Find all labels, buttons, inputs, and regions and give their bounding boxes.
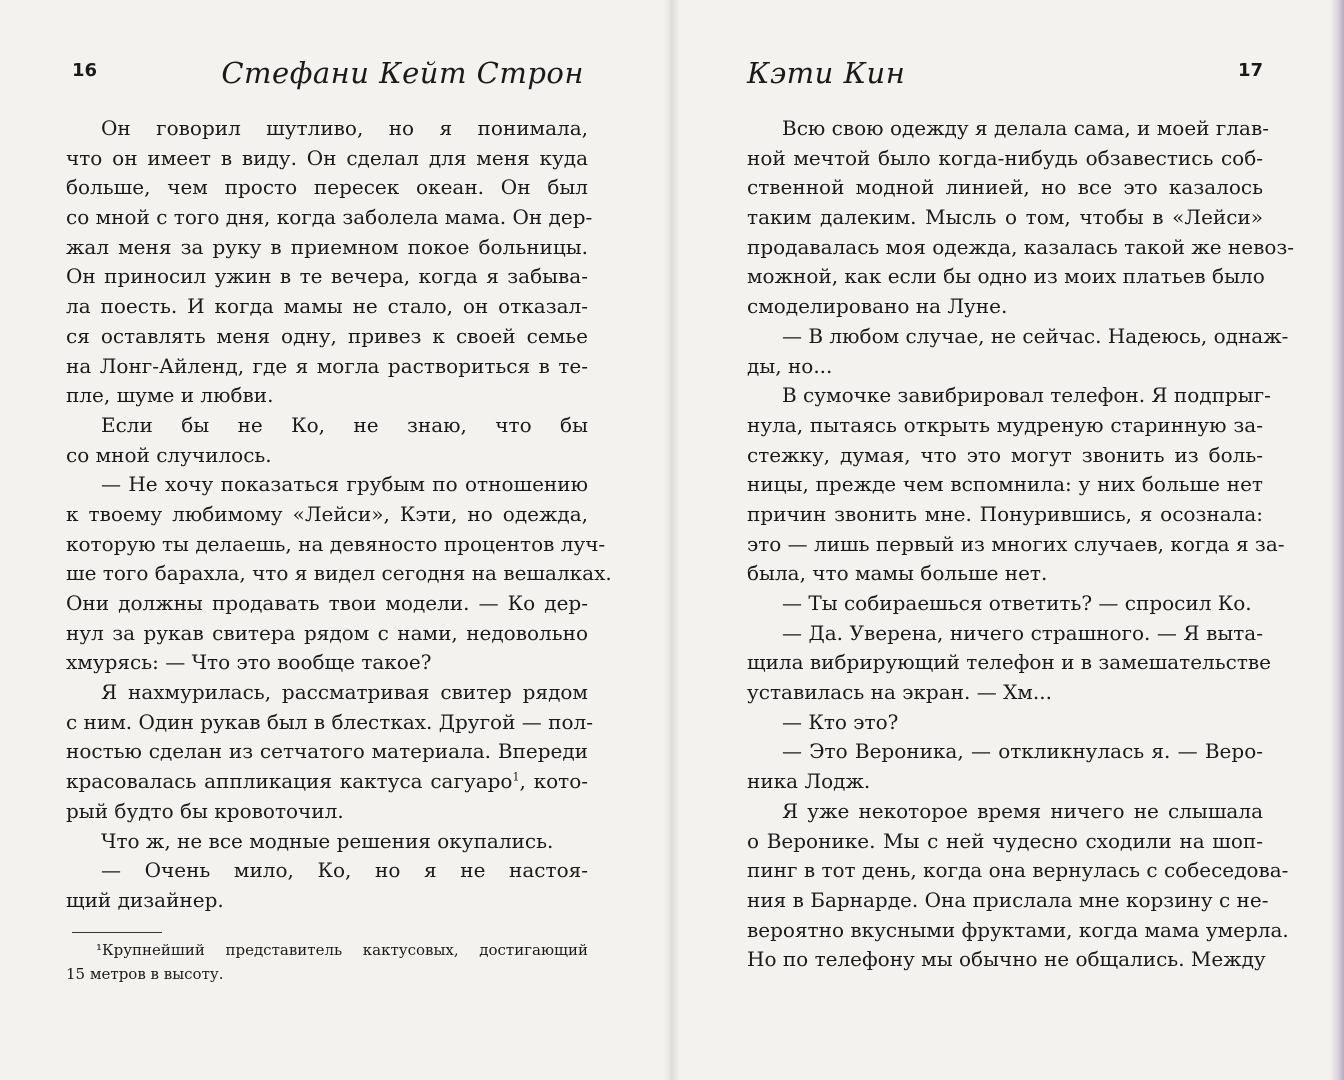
text-line: — Это Вероника, — откликнулась я. — Веро- xyxy=(782,739,1263,764)
text-line: нул за рукав свитера рядом с нами, недовольно xyxy=(66,620,588,645)
text-line: ла поесть. И когда мамы не стало, он отказал- xyxy=(66,294,588,319)
text-line: щий дизайнер. xyxy=(66,887,224,912)
text-line: — Ты собираешься ответить? — спросил Ко. xyxy=(782,591,1252,615)
text-line: — Да. Уверена, ничего страшного. — Я выта- xyxy=(782,620,1263,645)
text-line: смоделировано на Луне. xyxy=(747,294,1008,319)
text-line: Но по телефону мы обычно не общались. Между xyxy=(747,947,1266,972)
page-number: 17 xyxy=(1237,60,1263,81)
text-line: Он говорил шутливо, но я понимала, xyxy=(101,116,588,140)
text-line: продавалась моя одежда, казалась такой же невоз- xyxy=(747,234,1295,259)
text-line: что он имеет в виду. Он сделал для меня куда xyxy=(66,145,588,170)
running-head-author: Стефани Кейт Строн xyxy=(221,56,584,90)
right-page xyxy=(747,0,1295,1080)
footnote xyxy=(66,938,588,986)
right-page-header xyxy=(747,56,1263,96)
book-gutter xyxy=(664,0,680,1080)
text-line: — Кто это? xyxy=(782,709,899,734)
text-line: стежку, думая, что это могут звонить из боль- xyxy=(747,442,1263,467)
text-line: Всю свою одежду я делала сама, и моей глав- xyxy=(782,116,1269,140)
text-line: ностью сделан из сетчатого материала. Впереди xyxy=(66,739,588,764)
left-page-body xyxy=(66,114,612,916)
text-line: — В любом случае, не сейчас. Надеюсь, однаж- xyxy=(782,323,1289,348)
text-line: ственной модной линией, но все это казалось xyxy=(747,175,1263,200)
text-line: красовалась аппликация кактуса сагуаро$^1$, кото- xyxy=(66,769,588,794)
text-line: ше того барахла, что я видел сегодня на вешалках. xyxy=(66,561,612,586)
text-line: рый будто бы кровоточил. xyxy=(66,798,344,823)
text-line: Он приносил ужин в те вечера, когда я забыва- xyxy=(66,264,588,289)
text-line: на Лонг-Айленд, где я могла раствориться в те- xyxy=(66,353,588,378)
text-line: со мной с того дня, когда заболела мама. Он дер- xyxy=(66,205,593,230)
text-line: со мной случилось. xyxy=(66,442,272,467)
text-line: В сумочке завибрировал телефон. Я подпрыг- xyxy=(782,383,1271,408)
text-line: уставилась на экран. — Хм... xyxy=(747,680,1052,705)
text-line: Что ж, не все модные решения окупались. xyxy=(101,828,554,853)
text-line: ной мечтой было когда-нибудь обзавестись соб- xyxy=(747,145,1263,170)
text-line: больше, чем просто пересек океан. Он был xyxy=(66,175,588,200)
text-line: о Веронике. Мы с ней чудесно сходили на шоп- xyxy=(747,828,1263,853)
text-line: с ним. Один рукав был в блестках. Другой — пол- xyxy=(66,709,593,734)
text-line: жал меня за руку в приемном покое больницы. xyxy=(66,234,588,259)
text-line: которую ты делаешь, на девяносто процентов луч- xyxy=(66,531,606,556)
text-line: причин звонить мне. Понурившись, я осознала: xyxy=(747,501,1263,526)
running-head-title: Кэти Кин xyxy=(747,56,906,90)
text-line: ния в Барнарде. Она прислала мне корзину с не- xyxy=(747,887,1269,912)
text-line: Они должны продавать твои модели. — Ко дер- xyxy=(66,591,588,615)
left-page xyxy=(66,0,612,1080)
page-number: 16 xyxy=(72,60,98,81)
text-line: Если бы не Ко, не знаю, что бы xyxy=(101,412,588,437)
text-line: ника Лодж. xyxy=(747,769,871,794)
right-page-body xyxy=(747,114,1295,975)
text-line: таким далеким. Мысль о том, чтобы в «Лейси» xyxy=(747,205,1263,230)
text-line: ницы, прежде чем вспомнила: у них больше нет xyxy=(747,472,1263,497)
text-line: к твоему любимому «Лейси», Кэти, но одежда, xyxy=(66,501,588,526)
footnote-rule xyxy=(72,932,162,933)
text-line: ся оставлять меня одну, привез к своей семье xyxy=(66,323,588,348)
text-line: это — лишь первый из многих случаев, когда я за- xyxy=(747,531,1285,556)
footnote-line: 15 метров в высоту. xyxy=(66,965,224,983)
footnote-line: ¹Крупнейший представитель кактусовых, достигающий xyxy=(96,941,588,959)
left-page-header xyxy=(66,56,588,96)
text-line: пле, шуме и любви. xyxy=(66,383,274,408)
footnote-marker: 1 xyxy=(512,770,520,784)
text-line: Я уже некоторое время ничего не слышала xyxy=(782,798,1263,823)
text-line: ды, но... xyxy=(747,353,833,378)
text-line: можной, как если бы одно из моих платьев было xyxy=(747,264,1265,289)
text-line: — Не хочу показаться грубым по отношению xyxy=(101,472,588,497)
page-edge xyxy=(1330,0,1344,1080)
text-line: пинг в тот день, когда она вернулась с собеседова- xyxy=(747,858,1289,883)
text-line: Я нахмурилась, рассматривая свитер рядом xyxy=(101,680,588,705)
text-line: вероятно вкусными фруктами, когда мама умерла. xyxy=(747,917,1289,942)
text-line: была, что мамы больше нет. xyxy=(747,561,1048,586)
text-line: — Очень мило, Ко, но я не настоя- xyxy=(101,858,588,883)
text-line: нула, пытаясь открыть мудреную старинную за- xyxy=(747,412,1263,437)
text-line: щила вибрирующий телефон и в замешательстве xyxy=(747,650,1271,675)
text-line: хмурясь: — Что это вообще такое? xyxy=(66,650,432,675)
